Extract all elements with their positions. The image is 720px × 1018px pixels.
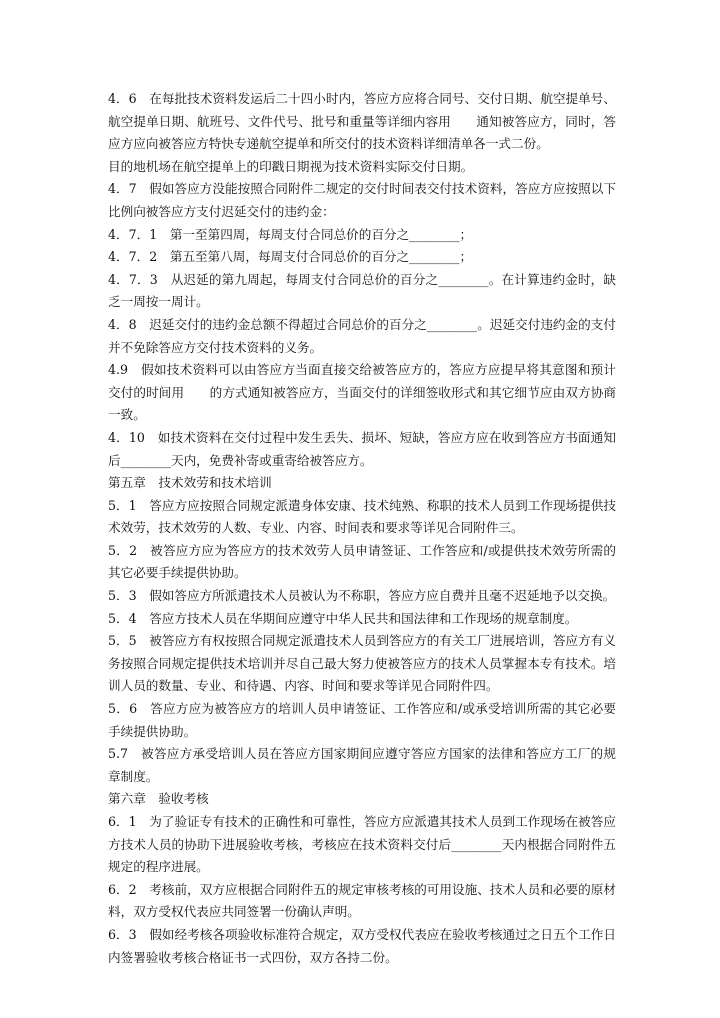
clause-4-7-3: 4．7．3 从迟延的第九周起，每周支付合同总价的百分之________。在计算违约金时，缺乏一周按一周计。 [108,271,616,310]
clause-4-7: 4．7 假如答应方没能按照合同附件二规定的交付时间表交付技术资料，答应方应按照以下比例向被答应方支付迟延交付的违约金： [108,181,616,219]
clause-5-6: 5．6 答应方应为被答应方的培训人员申请签证、工作答应和/或承受培训所需的其它必要手续提供协助。 [108,701,616,739]
clause-6-1: 6．1 为了验证专有技术的正确性和可靠性，答应方应派遣其技术人员到工作现场在被答应方技术人员的协助下进展验收考核，考核应在技术资料交付后________天内根据合同附件五规定的程序进展。 [108,814,616,875]
clause-4-7-2: 4．7．2 第五至第八周，每周支付合同总价的百分之________； [108,249,473,265]
clause-5-5: 5．5 被答应方有权按照合同规定派遣技术人员到答应方的有关工厂进展培训，答应方有义务按照合同规定提供技术培训并尽自己最大努力使被答应方的技术人员掌握本专有技术。培训人员的数量、专业、和待遇、内容、时间和要求等详见合同附件四。 [108,633,616,694]
clause-5-1: 5．1 答应方应按照合同规定派遣身体安康、技术纯熟、称职的技术人员到工作现场提供技术效劳，技术效劳的人数、专业、内容、时间表和要求等详见合同附件三。 [108,497,616,536]
clause-6-2: 6．2 考核前，双方应根据合同附件五的规定审核考核的可用设施、技术人员和必要的原材料，双方受权代表应共同签署一份确认声明。 [108,881,616,920]
chapter-6-heading: 第六章 验收考核 [108,791,209,807]
clause-6-3: 6．3 假如经考核各项验收标准符合规定，双方受权代表应在验收考核通过之日五个工作日内签署验收考核合格证书一式四份，双方各持二份。 [108,926,616,965]
clause-5-3: 5．3 假如答应方所派遣技术人员被认为不称职，答应方应自费并且毫不迟延地予以交换。 [108,588,616,604]
clause-4-6-note: 目的地机场在航空提单上的印戳日期视为技术资料实际交付日期。 [108,158,474,174]
document-page [108,88,616,969]
clause-4-8: 4．8 迟延交付的违约金总额不得超过合同总价的百分之________。迟延交付违约金的支付并不免除答应方交付技术资料的义务。 [108,316,616,355]
clause-5-4: 5．4 答应方技术人员在华期间应遵守中华人民共和国法律和工作现场的规章制度。 [108,610,578,626]
clause-4-6: 4．6 在每批技术资料发运后二十四小时内，答应方应将合同号、交付日期、航空提单号、航空提单日期、航班号、文件代号、批号和重量等详细内容用 通知被答应方，同时，答应方应向被答应方特快专递航空提单和所交付的技术资料详细清单各一式二份。 [108,91,616,152]
clause-5-7: 5.7 被答应方承受培训人员在答应方国家期间应遵守答应方国家的法律和答应方工厂的规章制度。 [108,746,616,784]
clause-5-2: 5．2 被答应方应为答应方的技术效劳人员申请签证、工作答应和/或提供技术效劳所需的其它必要手续提供协助。 [108,542,616,581]
clause-4-7-1: 4．7．1 第一至第四周，每周支付合同总价的百分之________； [108,226,473,242]
clause-4-10: 4．10 如技术资料在交付过程中发生丢失、损坏、短缺，答应方应在收到答应方书面通知后________天内，免费补寄或重寄给被答应方。 [108,429,616,468]
clause-4-9: 4.9 假如技术资料可以由答应方当面直接交给被答应方的，答应方应提早将其意图和预计交付的时间用 的方式通知被答应方，当面交付的详细签收形式和其它细节应由双方协商一致。 [108,362,616,423]
chapter-5-heading: 第五章 技术效劳和技术培训 [108,475,272,491]
